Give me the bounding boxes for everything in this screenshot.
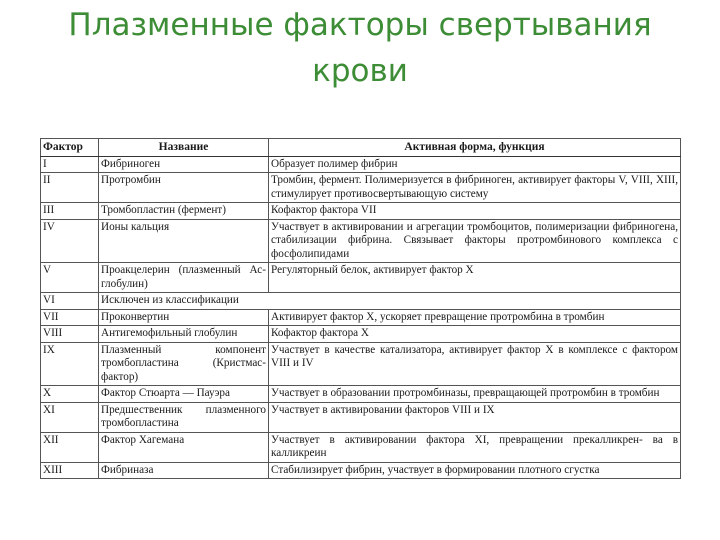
function-cell: Участвует в активировании и агрегации тромбоцитов, полимеризации фибриногена, стабилизации фибрина. Связывает факторы протромбинового комплекса с фосфолипидами xyxy=(269,219,681,263)
factor-cell: XII xyxy=(41,432,99,462)
function-cell: Кофактор фактора VII xyxy=(269,203,681,220)
function-cell: Участвует в активировании фактора XI, превращении прекалликрен- ва в калликреин xyxy=(269,432,681,462)
header-name: Название xyxy=(99,139,269,157)
table-row xyxy=(41,326,681,343)
name-cell: Плазменный компонент тромбопластина (Кристмас-фактор) xyxy=(99,342,269,386)
coagulation-factors-table-container xyxy=(40,138,680,479)
header-factor: Фактор xyxy=(41,139,99,157)
table-row xyxy=(41,219,681,263)
function-cell: Тромбин, фермент. Полимеризуется в фибриноген, активирует факторы V, VIII, XIII, стимулирует противосвертывающую систему xyxy=(269,173,681,203)
table-row xyxy=(41,156,681,173)
page-title-line-2: крови xyxy=(312,53,408,89)
table-row xyxy=(41,203,681,220)
factor-cell: I xyxy=(41,156,99,173)
table-header-row xyxy=(41,139,681,157)
name-cell: Тромбопластин (фермент) xyxy=(99,203,269,220)
name-cell: Предшественник плазменного тромбопластина xyxy=(99,402,269,432)
function-cell: Активирует фактор X, ускоряет превращение протромбина в тромбин xyxy=(269,309,681,326)
name-cell: Фактор Стюарта — Пауэра xyxy=(99,386,269,403)
factor-cell: IX xyxy=(41,342,99,386)
factor-cell: X xyxy=(41,386,99,403)
name-cell: Исключен из классификации xyxy=(99,293,681,310)
name-cell: Протромбин xyxy=(99,173,269,203)
factor-cell: XIII xyxy=(41,462,99,479)
name-cell: Фибриноген xyxy=(99,156,269,173)
function-cell: Участвует в активировании факторов VIII и IX xyxy=(269,402,681,432)
name-cell: Фактор Хагемана xyxy=(99,432,269,462)
name-cell: Проконвертин xyxy=(99,309,269,326)
name-cell: Фибриназа xyxy=(99,462,269,479)
function-cell: Кофактор фактора X xyxy=(269,326,681,343)
header-function: Активная форма, функция xyxy=(269,139,681,157)
table-row xyxy=(41,462,681,479)
table-row xyxy=(41,293,681,310)
function-cell: Регуляторный белок, активирует фактор X xyxy=(269,263,681,293)
factor-cell: VIII xyxy=(41,326,99,343)
table-row xyxy=(41,263,681,293)
table-row xyxy=(41,386,681,403)
name-cell: Антигемофильный глобулин xyxy=(99,326,269,343)
page-title xyxy=(0,2,720,94)
factor-cell: IV xyxy=(41,219,99,263)
name-cell: Проакцелерин (плазменный Ас-глобулин) xyxy=(99,263,269,293)
table-row xyxy=(41,309,681,326)
table-row xyxy=(41,432,681,462)
page-title-line-1: Плазменные факторы свертывания xyxy=(68,7,652,43)
factor-cell: III xyxy=(41,203,99,220)
table-row xyxy=(41,402,681,432)
table-row xyxy=(41,342,681,386)
factor-cell: V xyxy=(41,263,99,293)
table-row xyxy=(41,173,681,203)
function-cell: Стабилизирует фибрин, участвует в формировании плотного сгустка xyxy=(269,462,681,479)
factor-cell: II xyxy=(41,173,99,203)
factor-cell: VII xyxy=(41,309,99,326)
coagulation-factors-table xyxy=(40,138,681,479)
function-cell: Участвует в качестве катализатора, активирует фактор X в комплексе с фактором VIII и IV xyxy=(269,342,681,386)
function-cell: Образует полимер фибрин xyxy=(269,156,681,173)
factor-cell: XI xyxy=(41,402,99,432)
name-cell: Ионы кальция xyxy=(99,219,269,263)
factor-cell: VI xyxy=(41,293,99,310)
function-cell: Участвует в образовании протромбиназы, превращающей протромбин в тромбин xyxy=(269,386,681,403)
